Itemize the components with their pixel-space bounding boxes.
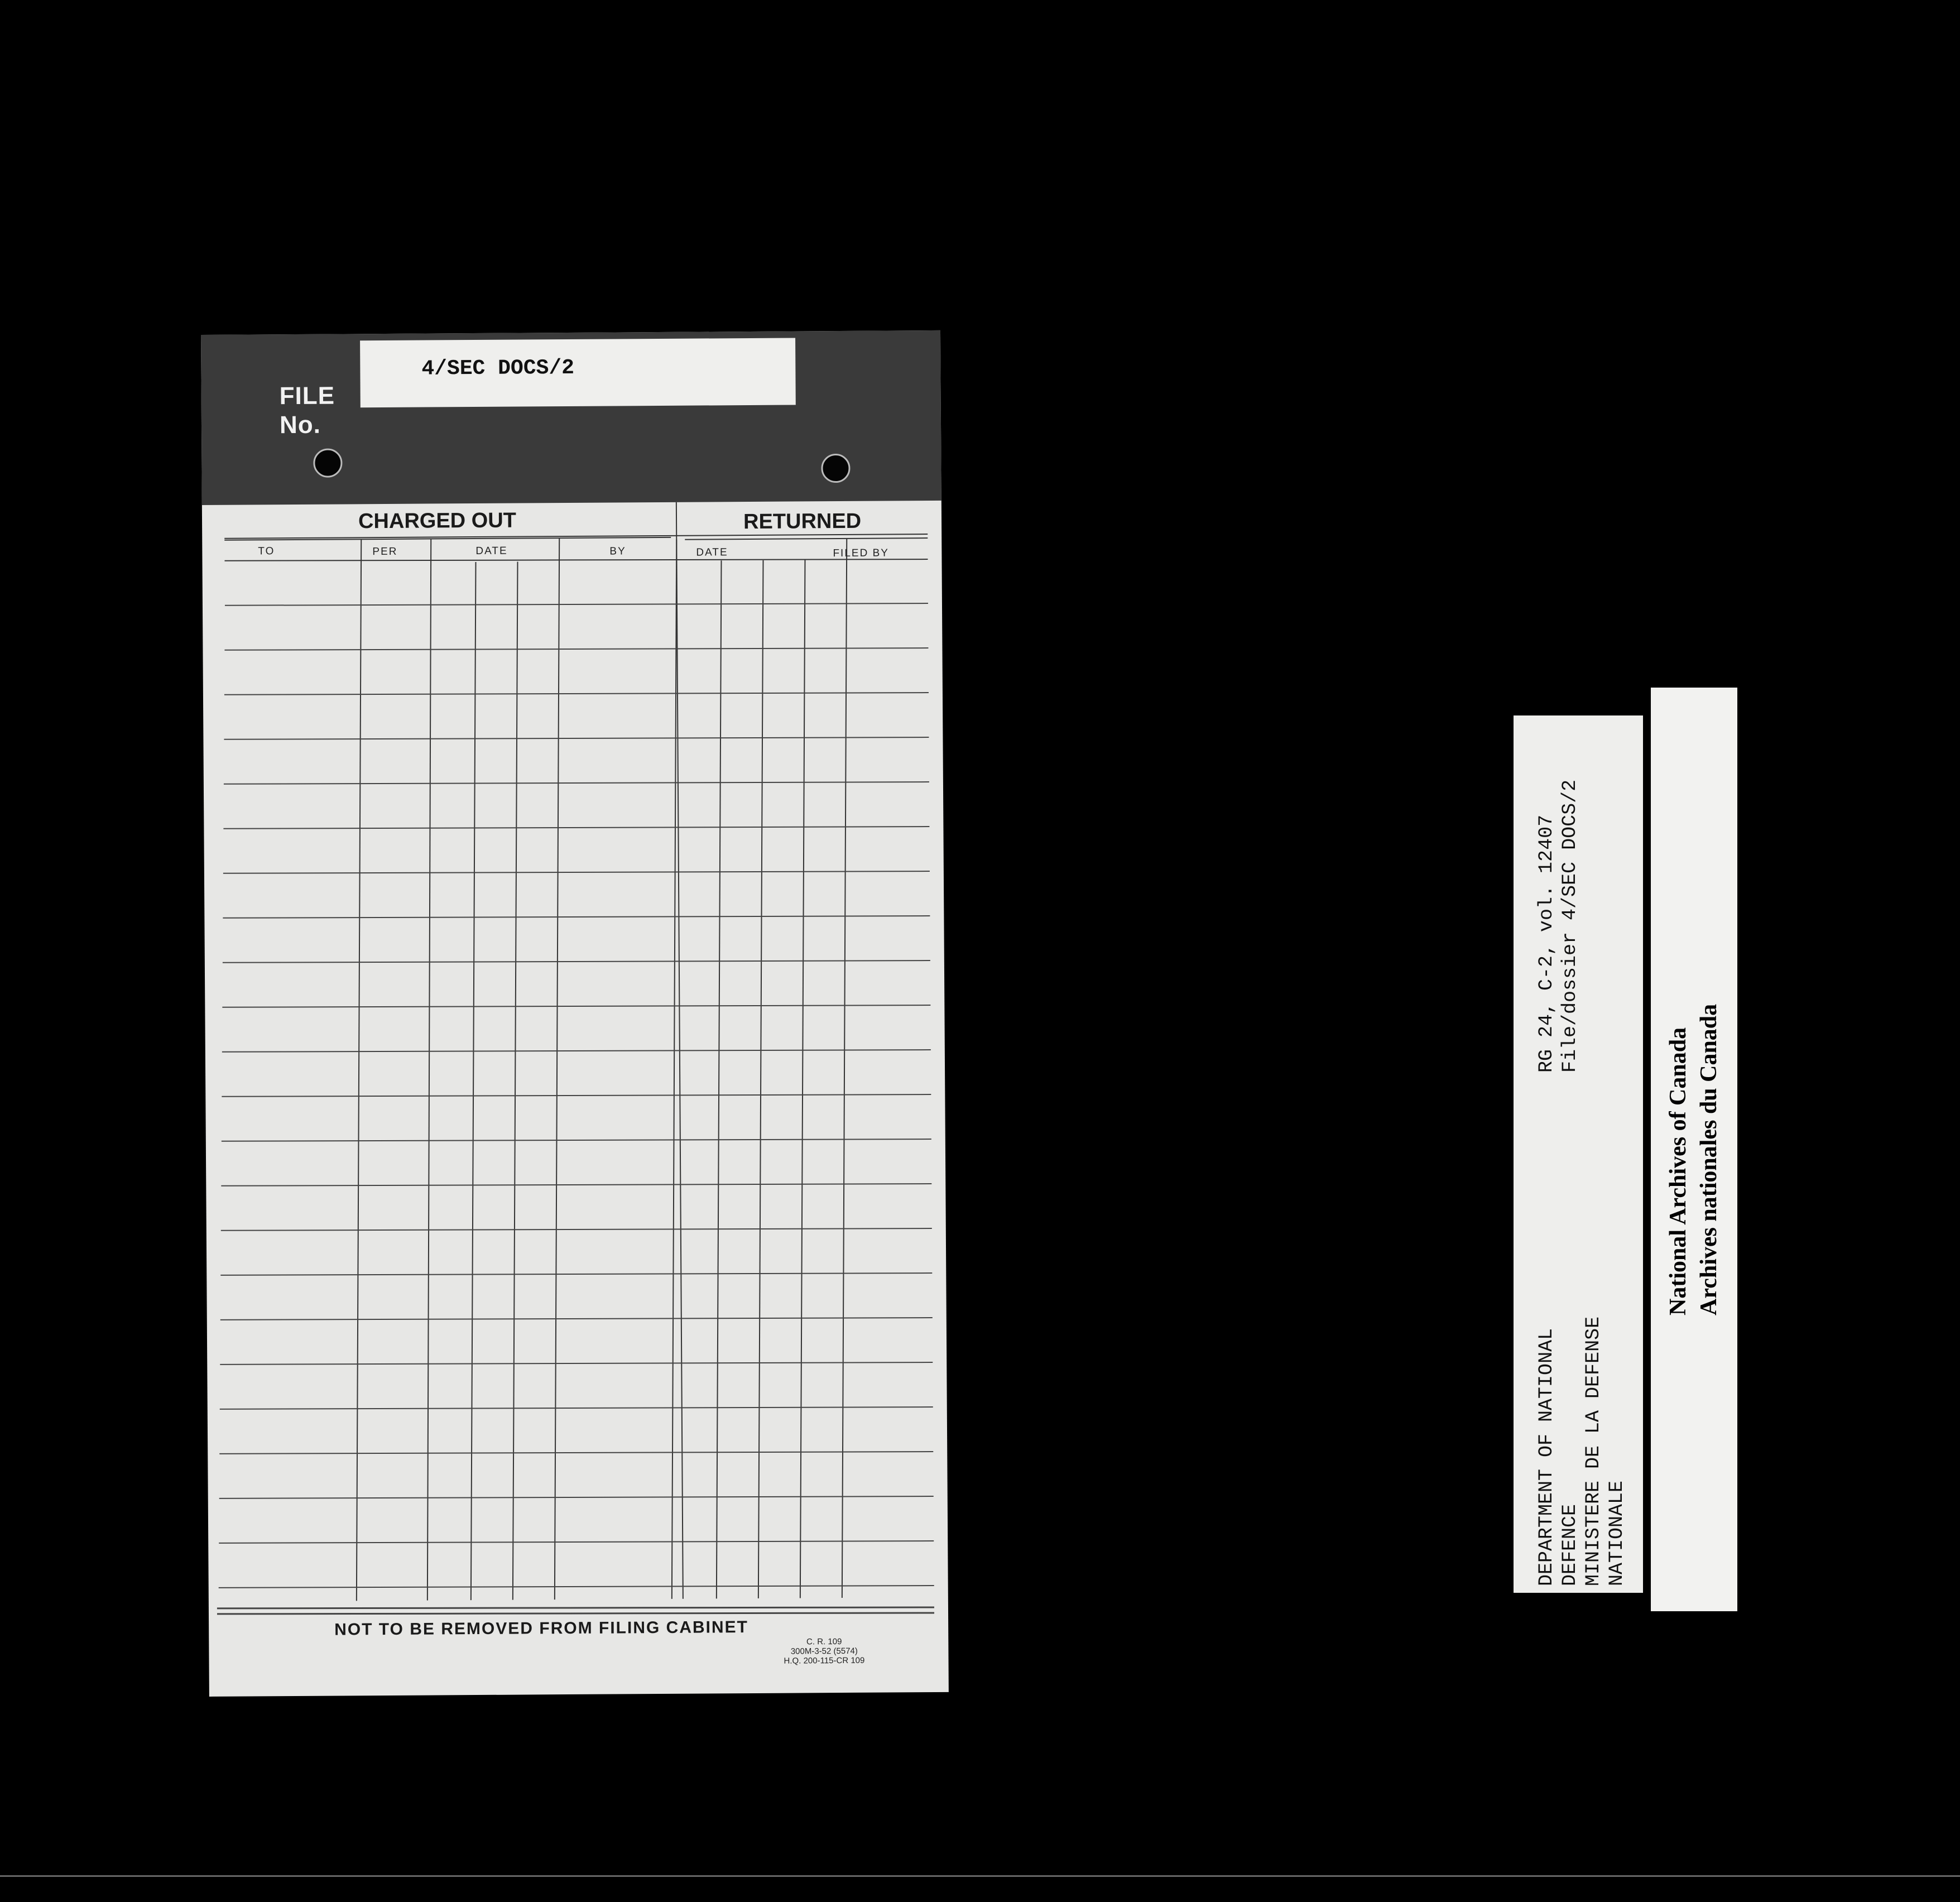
form-code-line: C. R. 109 (806, 1637, 842, 1647)
charged-out-heading: CHARGED OUT (358, 508, 517, 534)
grid-row-line (224, 646, 928, 652)
grid-row-line (224, 735, 929, 742)
file-charge-card (201, 330, 949, 1697)
grid-row-line (223, 958, 930, 965)
grid-row-line (223, 869, 930, 876)
archives-name (1663, 1004, 1724, 1315)
col-date: DATE (475, 545, 508, 557)
archive-reference-label (1514, 715, 1643, 1593)
dept-line: DEFENCE (1559, 1504, 1581, 1586)
file-label-text: FILE (279, 382, 335, 410)
grid-row-line (220, 1360, 933, 1367)
grid-row-line (222, 1137, 931, 1144)
grid-row-line (225, 601, 928, 608)
grid-row-line (221, 1226, 932, 1233)
dept-line: NATIONALE (1606, 1480, 1628, 1586)
grid-row-line (221, 1181, 931, 1188)
archives-name-fr: Archives nationales du Canada (1696, 1003, 1722, 1315)
grid-row-line (223, 914, 930, 920)
scan-edge-line (0, 1875, 1960, 1877)
grid-row-line (219, 1539, 934, 1545)
footer-notice: NOT TO BE REMOVED FROM FILING CABINET (334, 1618, 749, 1639)
file-number: 4/SEC DOCS/2 (421, 356, 575, 381)
form-code (784, 1637, 864, 1666)
ref-line: File/dossier 4/SEC DOCS/2 (1559, 779, 1581, 1073)
archives-canada-label (1651, 688, 1737, 1611)
grid-row-line (219, 1494, 934, 1501)
grid-row-line (219, 1583, 934, 1590)
col-returned-date: DATE (696, 546, 728, 559)
col-per: PER (372, 545, 398, 558)
dept-line: DEPARTMENT OF NATIONAL (1535, 1328, 1558, 1586)
col-to: TO (258, 545, 275, 558)
grid-row-line (222, 1092, 931, 1099)
dept-line: MINISTERE DE LA DEFENSE (1582, 1316, 1604, 1586)
grid-row-line (220, 1405, 933, 1411)
grid-row-line (219, 1449, 933, 1456)
reference-text (1535, 780, 1582, 1073)
grid-row-line (224, 780, 929, 786)
grid-row-line (222, 1048, 931, 1054)
archives-name-en: National Archives of Canada (1665, 1027, 1691, 1315)
ref-line: RG 24, C-2, vol. 12407 (1535, 814, 1558, 1073)
grid-row-line (224, 690, 929, 697)
col-by: BY (609, 545, 626, 558)
ruled-grid (201, 330, 949, 1697)
grid-row-line (220, 1271, 932, 1277)
grid-row-line (222, 1003, 930, 1010)
returned-heading: RETURNED (743, 509, 862, 534)
no-label-text: No. (279, 411, 321, 439)
form-code-line: H.Q. 200-115-CR 109 (784, 1655, 865, 1666)
grid-row-line (220, 1315, 933, 1322)
col-filed-by: FILED BY (833, 547, 889, 560)
grid-row-line (223, 824, 929, 831)
form-code-line: 300M-3-52 (5574) (790, 1646, 858, 1656)
department-text (1535, 1317, 1628, 1586)
